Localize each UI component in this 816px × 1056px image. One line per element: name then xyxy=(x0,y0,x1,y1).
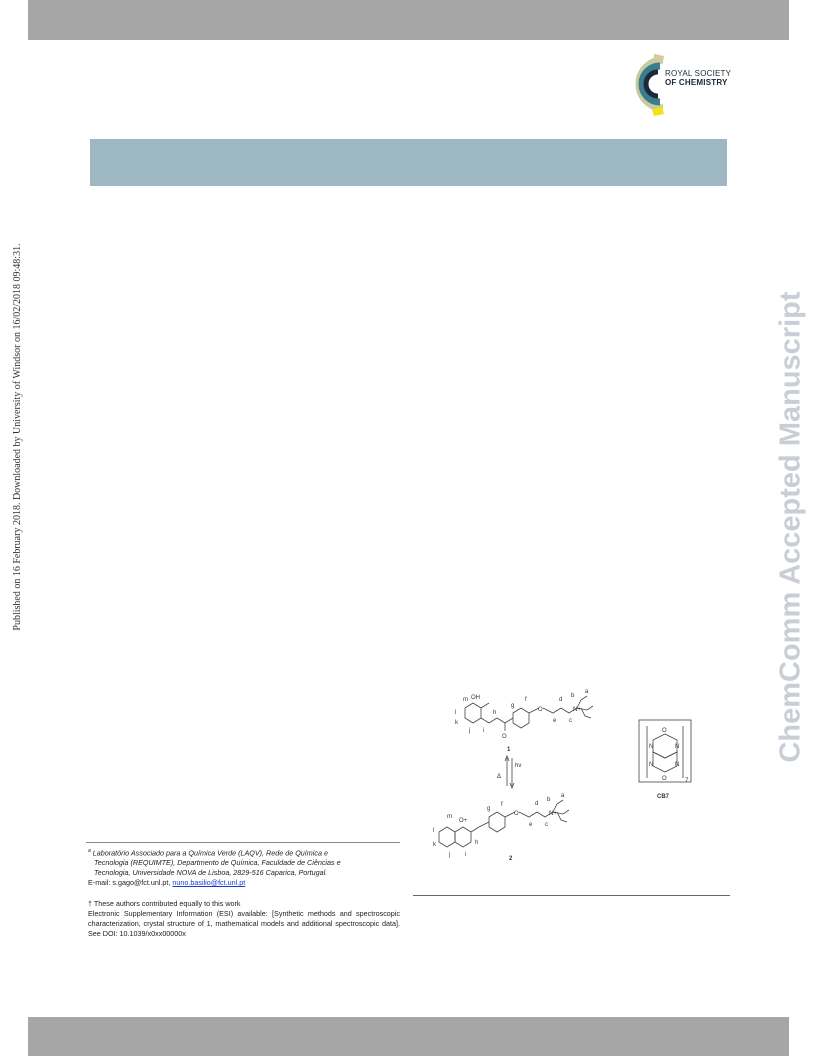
label-g-bottom: g xyxy=(487,806,491,812)
label-c-top: c xyxy=(569,718,572,724)
label-light: hν xyxy=(515,763,522,769)
cb7-atom-n-3: N xyxy=(649,762,654,768)
label-j-bottom: j xyxy=(449,852,451,858)
header-bar xyxy=(28,0,789,40)
footer-bar xyxy=(28,1017,789,1056)
label-f-bottom: f xyxy=(501,802,503,808)
label-ether-o-bottom: O xyxy=(514,811,519,817)
cb7-atom-n-1: N xyxy=(649,744,654,750)
equal-contribution-note: † These authors contributed equally to this work xyxy=(88,899,241,908)
label-n-top: N+ xyxy=(573,707,581,713)
email-prefix: E-mail: s.gago@fct.unl.pt, xyxy=(88,878,171,888)
label-e-bottom: e xyxy=(529,822,533,828)
reaction-scheme-drawing xyxy=(435,686,715,866)
affiliation-line-3: Tecnologia, Universidade NOVA de Lisboa, 2829-516 Caparica, Portugal. xyxy=(94,868,328,878)
scheme-divider xyxy=(413,895,730,896)
publication-notice xyxy=(12,232,26,642)
label-oplus: O+ xyxy=(459,818,468,824)
affiliation-line-2: Tecnologia (REQUIMTE), Departmento de Química, Faculdade de Ciências e xyxy=(94,858,341,868)
label-h-top: h xyxy=(493,710,497,716)
email-link[interactable]: nuno.basilio@fct.unl.pt xyxy=(172,878,246,888)
label-oh: OH xyxy=(471,695,480,701)
cb7-atom-n-4: N xyxy=(675,762,680,768)
label-ketone-o: O xyxy=(502,734,507,740)
cb7-atom-n-2: N xyxy=(675,744,680,750)
label-i-bottom: i xyxy=(465,852,467,858)
cb7-atom-o-top: O xyxy=(662,728,667,734)
label-d-bottom: d xyxy=(535,801,539,807)
label-f-top: f xyxy=(525,697,527,703)
manuscript-watermark-text: ChemComm Accepted Manuscript xyxy=(774,291,807,763)
label-b-top: b xyxy=(571,693,575,699)
label-a-bottom: a xyxy=(561,793,565,799)
cb7-subscript: 7 xyxy=(685,778,689,784)
label-heat: Δ xyxy=(497,774,502,780)
footnote-notes xyxy=(88,899,400,939)
label-i-top: i xyxy=(483,728,485,734)
label-m-top: m xyxy=(463,697,468,703)
cb7-label: CB7 xyxy=(657,794,670,800)
label-b-bottom: b xyxy=(547,797,551,803)
label-e-top: e xyxy=(553,718,557,724)
compound-1-label: 1 xyxy=(507,747,511,753)
label-ether-o-top: O xyxy=(538,707,543,713)
label-n-bottom: N+ xyxy=(549,811,557,817)
label-g-top: g xyxy=(511,703,515,709)
affiliation-mark: a xyxy=(88,848,91,854)
label-a-top: a xyxy=(585,689,589,695)
logo-line-2: OF CHEMISTRY xyxy=(665,78,728,87)
esi-note: Electronic Supplementary Information (ESI) available: [Synthetic methods and spectroscopic characterization, crystal structure of 1, mathematical models and additional spectroscopic data]. See DOI: 10.1039/x0xx00000x xyxy=(88,909,400,938)
label-l-top: l xyxy=(455,710,457,716)
compound-2-label: 2 xyxy=(509,856,513,862)
label-k-bottom: k xyxy=(433,842,436,848)
label-j-top: j xyxy=(469,728,471,734)
cb7-atom-o-bottom: O xyxy=(662,776,667,782)
reaction-scheme xyxy=(435,686,715,866)
affiliation-footnote xyxy=(88,846,400,888)
logo-line-1: ROYAL SOCIETY xyxy=(665,69,732,78)
label-c-bottom: c xyxy=(545,822,548,828)
label-h-bottom: h xyxy=(475,840,479,846)
label-k-top: k xyxy=(455,720,458,726)
label-l-bottom: l xyxy=(433,828,435,834)
affiliation-line-1: Laboratório Associado para a Química Verde (LAQV), Rede de Química e xyxy=(92,848,328,858)
title-band xyxy=(90,139,727,186)
label-d-top: d xyxy=(559,697,563,703)
publication-notice-text: Published on 16 February 2018. Downloaded by University of Windsor on 16/02/2018 09:48:31. xyxy=(12,243,23,631)
label-m-bottom: m xyxy=(447,814,452,820)
rsc-logo xyxy=(630,50,736,118)
manuscript-watermark xyxy=(772,275,808,780)
footnote-divider xyxy=(86,842,400,843)
